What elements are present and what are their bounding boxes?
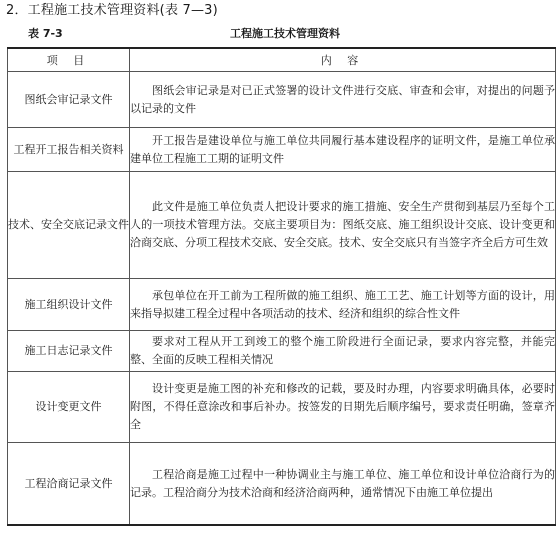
row-item: 工程开工报告相关资料 <box>8 128 130 172</box>
technical-management-table <box>7 47 556 526</box>
table-header-row <box>8 48 556 72</box>
row-content: 设计变更是施工图的补充和修改的记载，要及时办理，内容要求明确具体，必要时附图，不得任意涂改和事后补办。按签发的日期先后顺序编号，要求责任明确，签章齐全 <box>130 372 556 443</box>
row-item: 技术、安全交底记录文件 <box>8 172 130 279</box>
table-number: 表 7-3 <box>28 27 63 40</box>
row-item: 设计变更文件 <box>8 372 130 443</box>
table-row <box>8 372 556 443</box>
section-heading: 2．工程施工技术管理资料(表 7—3) <box>6 3 218 18</box>
row-content: 承包单位在开工前为工程所做的施工组织、施工工艺、施工计划等方面的设计，用来指导拟建工程全过程中各项活动的技术、经济和组织的综合性文件 <box>130 279 556 331</box>
row-item: 施工日志记录文件 <box>8 331 130 372</box>
table-row <box>8 331 556 372</box>
row-item: 图纸会审记录文件 <box>8 72 130 128</box>
row-content: 此文件是施工单位负责人把设计要求的施工措施、安全生产贯彻到基层乃至每个工人的一项技术管理方法。交底主要项目为：图纸交底、施工组织设计交底、设计变更和洽商交底、分项工程技术交底、安全交底。技术、安全交底只有当签字齐全后方可生效 <box>130 172 556 279</box>
row-content: 工程洽商是施工过程中一种协调业主与施工单位、施工单位和设计单位洽商行为的记录。工程洽商分为技术洽商和经济洽商两种，通常情况下由施工单位提出 <box>130 443 556 526</box>
table-row <box>8 172 556 279</box>
row-content: 图纸会审记录是对已正式签署的设计文件进行交底、审查和会审，对提出的问题予以记录的文件 <box>130 72 556 128</box>
table-row <box>8 279 556 331</box>
column-header-item: 项 目 <box>8 48 130 72</box>
row-item: 施工组织设计文件 <box>8 279 130 331</box>
table-row <box>8 128 556 172</box>
table-row <box>8 72 556 128</box>
column-header-content: 内 容 <box>130 48 556 72</box>
row-item: 工程洽商记录文件 <box>8 443 130 526</box>
table-title: 工程施工技术管理资料 <box>230 27 340 40</box>
table-caption <box>0 26 560 42</box>
table-row <box>8 443 556 526</box>
row-content: 开工报告是建设单位与施工单位共同履行基本建设程序的证明文件，是施工单位承建单位工程施工工期的证明文件 <box>130 128 556 172</box>
row-content: 要求对工程从开工到竣工的整个施工阶段进行全面记录，要求内容完整，并能完整、全面的反映工程相关情况 <box>130 331 556 372</box>
